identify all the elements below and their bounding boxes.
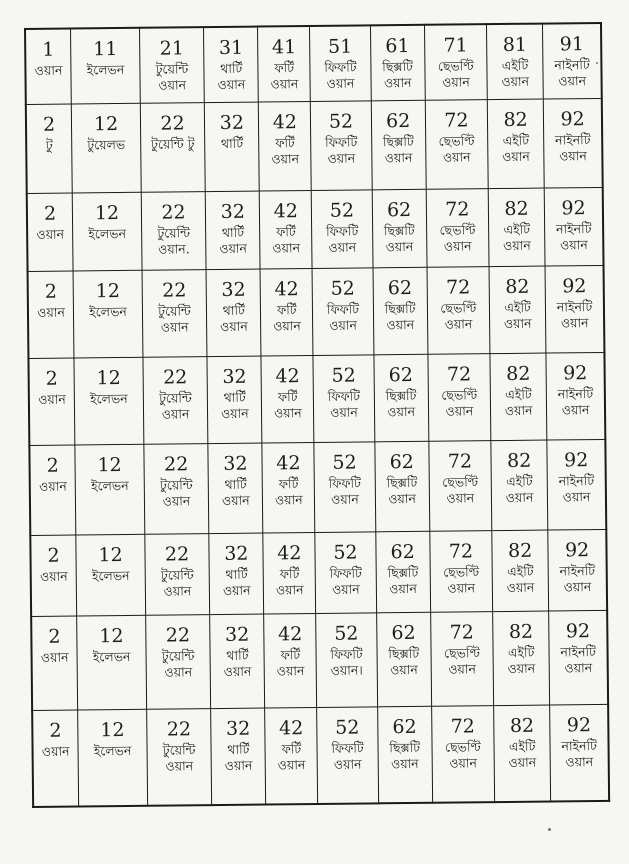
cell-word: নাইনটি ওয়ান (557, 386, 594, 418)
cell-number: 41 (271, 36, 297, 59)
cell-number: 71 (443, 34, 468, 57)
table-cell (429, 441, 492, 531)
cell-word: এইটি ওয়ান (505, 474, 534, 506)
table-cell (263, 532, 316, 614)
cell-word: ছেভণ্টি ওয়ান (438, 133, 475, 165)
table-cell (204, 27, 259, 103)
cell-word: টুয়েন্টি ওয়ান (159, 390, 192, 422)
table-cell (374, 354, 429, 442)
cell-number: 22 (166, 718, 192, 741)
cell-word: ফর্টি ওয়ান (273, 301, 301, 333)
table-cell (429, 531, 492, 613)
cell-number: 22 (164, 543, 190, 566)
cell-word: ছেভণ্টি ওয়ান (442, 474, 479, 507)
table-cell (258, 26, 311, 102)
cell-number: 82 (505, 275, 530, 298)
table-cell (209, 533, 264, 615)
cell-number: 32 (219, 111, 245, 134)
table-cell (431, 705, 494, 802)
cell-number: 42 (272, 110, 298, 134)
table-cell (550, 704, 609, 801)
cell-word: ছিক্সটি ওয়ান (384, 300, 416, 332)
cell-word: থার্টি ওয়ান (224, 741, 253, 773)
cell-word: থার্টি ওয়ান (221, 477, 250, 509)
cell-number: 12 (95, 279, 120, 302)
cell-number: 61 (385, 34, 410, 58)
cell-word: ওয়ান (40, 649, 69, 666)
cell-number: 82 (503, 108, 528, 131)
cell-number: 62 (390, 540, 415, 564)
table-cell (29, 445, 76, 535)
cell-number: 72 (450, 715, 475, 738)
cell-word: ফর্টি ওয়ান (274, 476, 303, 508)
cell-number: 62 (389, 451, 414, 474)
cell-word: নাইনটি ওয়ান (556, 298, 593, 330)
table-cell (206, 191, 261, 269)
table-cell (491, 440, 548, 530)
table-cell (78, 709, 148, 806)
cell-number: 62 (385, 109, 411, 132)
table-cell (28, 271, 75, 359)
table-row (30, 529, 607, 616)
table-cell (260, 268, 313, 356)
table-row (27, 188, 604, 271)
cell-number: 2 (45, 367, 58, 390)
cell-number: 92 (566, 713, 592, 737)
table-cell (28, 358, 75, 446)
table-cell (487, 24, 544, 100)
table-cell (27, 193, 74, 271)
cell-number: 82 (506, 450, 532, 473)
cell-number: 52 (330, 277, 355, 300)
cell-number: 52 (329, 199, 355, 223)
cell-word: ছেভণ্টি ওয়ান (440, 299, 477, 332)
table-cell (428, 354, 491, 442)
cell-number: 91 (559, 33, 585, 56)
cell-number: 12 (99, 625, 124, 648)
cell-number: 82 (507, 539, 533, 562)
cell-number: 62 (391, 622, 416, 645)
cell-number: 21 (159, 37, 184, 60)
cell-word: নাইনটি ওয়ান (561, 737, 597, 770)
table-cell (77, 616, 147, 710)
table-cell (430, 612, 493, 706)
table-cell (370, 25, 425, 101)
cell-number: 72 (448, 540, 474, 563)
cell-word: থার্টি (220, 135, 244, 151)
cell-word: ফর্টি ওয়ান (273, 389, 302, 421)
cell-number: 2 (49, 719, 62, 742)
cell-word: ইলেভন (93, 742, 132, 759)
table-cell (141, 192, 206, 270)
cell-number: 32 (220, 200, 245, 224)
cell-word: ওয়ান (36, 226, 65, 243)
cell-number: 72 (444, 109, 469, 132)
cell-number: 22 (161, 201, 186, 224)
cell-number: 72 (447, 450, 473, 474)
table-cell (140, 102, 205, 192)
table-cell (425, 99, 488, 189)
cell-number: 52 (333, 541, 358, 564)
cell-number: 72 (445, 275, 471, 299)
cell-word: এইটি ওয়ান (503, 299, 532, 331)
cell-word: ছেভণ্টি ওয়ান (443, 564, 480, 596)
cell-number: 11 (93, 38, 118, 61)
cell-word: এইটি ওয়ান (501, 57, 530, 90)
table-cell (492, 530, 549, 612)
cell-word: টুয়েন্টি ওয়ান (161, 648, 195, 680)
cell-word: ফিফটি ওয়ান। (330, 646, 363, 679)
table-cell (30, 535, 77, 617)
cell-word: টুয়েলভ (87, 136, 126, 153)
table-cell (75, 445, 145, 535)
cell-word: ওয়ান (39, 568, 68, 584)
table-cell (487, 99, 544, 189)
cell-word: ফিফটি ওয়ান (326, 301, 360, 333)
table-cell (544, 188, 603, 266)
table-cell (25, 29, 72, 105)
table-cell (76, 534, 145, 616)
cell-number: 52 (334, 622, 359, 646)
table-cell (493, 611, 550, 705)
cell-number: 2 (44, 280, 58, 303)
cell-number: 92 (565, 620, 591, 643)
cell-word: টুয়েন্টি টু (151, 135, 195, 152)
number-words-table (24, 22, 610, 808)
table-cell (32, 710, 79, 807)
table-row (26, 98, 603, 194)
cell-word: ছেভণ্টি ওয়ান (437, 58, 474, 90)
cell-number: 22 (162, 278, 187, 302)
cell-number: 62 (388, 363, 414, 387)
cell-word: ফিফটি ওয়ান (325, 134, 358, 166)
cell-number: 42 (277, 542, 302, 565)
table-cell (72, 103, 142, 193)
cell-number: 42 (273, 200, 298, 223)
cell-word: ইলেভন (90, 390, 128, 407)
cell-word: ছেভণ্টি ওয়ান (444, 739, 481, 771)
cell-number: 1 (42, 38, 55, 61)
cell-number: 52 (331, 364, 356, 387)
cell-number: 72 (446, 363, 472, 386)
cell-number: 2 (46, 455, 59, 478)
cell-word: ছেভণ্টি ওয়ান (439, 222, 476, 254)
cell-word: ফিফটি ওয়ান (329, 565, 362, 597)
table-row (28, 352, 605, 445)
cell-number: 2 (43, 202, 57, 226)
cell-word: থার্টি ওয়ান (217, 60, 246, 92)
cell-number: 82 (509, 714, 535, 737)
cell-word: থার্টি ওয়ান (220, 302, 248, 334)
table-cell (315, 532, 376, 614)
table-cell (427, 266, 490, 354)
cell-word: ফর্টি ওয়ান (272, 224, 301, 256)
table-cell (312, 267, 373, 355)
table-cell (206, 269, 261, 357)
table-cell (316, 613, 377, 707)
table-cell (207, 356, 262, 444)
cell-word: ফর্টি ওয়ান (271, 134, 300, 167)
cell-word: এইটি ওয়ান (502, 132, 530, 164)
table-cell (314, 442, 375, 532)
cell-number: 92 (563, 449, 589, 472)
cell-number: 72 (449, 621, 474, 644)
cell-number: 22 (163, 366, 188, 389)
table-cell (377, 706, 432, 803)
table-cell (543, 23, 602, 99)
cell-word: এইটি ওয়ান (504, 386, 533, 418)
cell-number: 52 (328, 110, 354, 133)
cell-word: ওয়ান (38, 391, 66, 407)
cell-word: ইলেভন (88, 226, 127, 242)
cell-word: এইটি ওয়ান (508, 738, 537, 770)
cell-word: টু (45, 137, 53, 153)
table-cell (205, 102, 260, 192)
cell-number: 62 (392, 715, 417, 739)
cell-number: 12 (93, 112, 119, 136)
cell-word: ছিক্সটি ওয়ান (383, 223, 415, 255)
cell-number: 12 (96, 366, 121, 390)
cell-word: টুয়েন্টি ওয়ান (159, 477, 193, 509)
cell-word: ছিক্সটি ওয়ান (382, 133, 414, 165)
table-cell (259, 101, 312, 191)
cell-number: 62 (386, 199, 412, 222)
table-cell (71, 28, 140, 104)
cell-word: টুয়েন্টি ওয়ান (155, 61, 189, 93)
cell-word: থার্টি ওয়ান (223, 647, 252, 680)
table-cell (312, 190, 373, 268)
table-cell (260, 191, 313, 269)
cell-number: 72 (445, 198, 470, 221)
cell-number: 12 (98, 543, 123, 567)
table-cell (31, 616, 78, 710)
cell-number: 42 (275, 365, 300, 388)
table-cell (494, 705, 551, 802)
cell-word: এইটি ওয়ান (503, 221, 531, 254)
cell-number: 32 (221, 278, 246, 301)
cell-number: 2 (42, 113, 56, 136)
cell-number: 22 (165, 624, 191, 647)
cell-number: 22 (160, 112, 185, 135)
table-cell (489, 266, 546, 354)
cell-word: ফর্টি ওয়ান (270, 60, 299, 92)
table-cell (74, 357, 144, 445)
cell-word: এইটি ওয়ান (507, 644, 536, 677)
cell-word: ইলেভন (90, 478, 129, 494)
table-cell (262, 443, 315, 533)
table-cell (261, 355, 314, 443)
cell-word: এইটি ওয়ান (506, 563, 535, 595)
cell-word: টুয়েন্টি ওয়ান (160, 567, 194, 599)
table-cell (264, 614, 317, 708)
cell-word: ওয়ান (41, 743, 70, 759)
table-cell (146, 708, 211, 805)
table-cell (317, 707, 378, 804)
cell-number: 52 (335, 716, 360, 739)
table-cell (549, 611, 608, 705)
table-cell (210, 614, 265, 708)
cell-number: 42 (278, 623, 303, 646)
table-cell (546, 352, 605, 440)
cell-number: 12 (97, 454, 122, 477)
cell-word: টুয়েন্টি ওয়ান (162, 742, 196, 774)
table-cell (371, 100, 426, 190)
cell-number: 92 (560, 107, 585, 131)
cell-word: ফর্টি ওয়ান (277, 740, 306, 773)
cell-word: ছিক্সটি ওয়ান (386, 475, 418, 507)
cell-number: 32 (224, 623, 250, 647)
cell-word: ইলেভন (91, 567, 130, 584)
cell-word: ছিক্সটি ওয়ান (389, 739, 421, 772)
table-cell (373, 267, 428, 355)
cell-word: ফিফটি ওয়ান (327, 388, 361, 420)
table-cell (143, 357, 208, 445)
table-cell (145, 533, 210, 615)
cell-number: 32 (223, 453, 248, 476)
table-cell (265, 707, 318, 804)
cell-word: ছিক্সটি ওয়ান (388, 646, 420, 678)
cell-number: 51 (327, 35, 353, 58)
cell-word: ওয়ান (34, 62, 63, 78)
cell-number: 2 (47, 544, 60, 567)
table-row (29, 440, 606, 536)
cell-word: ছিক্সটি ওয়ান (385, 387, 417, 420)
table-row (25, 23, 602, 104)
cell-word: নাইনটি ওয়ান (555, 221, 592, 253)
table-cell (426, 189, 489, 267)
cell-word: ফিফটি ওয়ান (331, 740, 364, 772)
table-cell (142, 269, 207, 357)
table-cell (144, 444, 209, 534)
number-words-sheet (24, 22, 610, 808)
table-cell (26, 104, 73, 194)
cell-word: ওয়ান (37, 304, 65, 320)
table-cell (72, 193, 141, 271)
cell-number: 2 (48, 625, 61, 649)
table-cell (311, 101, 372, 191)
cell-word: ফিফটি ওয়ান (328, 475, 361, 508)
cell-number: 52 (332, 451, 357, 475)
cell-word: ফর্টি ওয়ান (276, 647, 305, 679)
cell-number: 62 (387, 276, 413, 299)
table-cell (376, 613, 431, 707)
cell-word: ওয়ান (39, 478, 67, 495)
cell-word: নাইনটি ওয়ান (558, 473, 595, 505)
table-cell (73, 270, 143, 358)
cell-word: ছেভণ্টি ওয়ান (443, 645, 480, 677)
cell-word: থার্টি ওয়ান (220, 389, 249, 421)
cell-number: 22 (163, 453, 189, 476)
cell-word: ইলেভন (92, 649, 131, 665)
cell-number: 82 (504, 197, 529, 221)
cell-word: ছেভণ্টি ওয়ান (441, 387, 478, 419)
table-cell (313, 355, 374, 443)
table-cell (548, 529, 607, 611)
table-cell (488, 188, 545, 266)
cell-word: ছিক্সটি ওয়ান (387, 564, 419, 597)
cell-number: 92 (562, 274, 587, 297)
cell-number: 12 (94, 202, 120, 225)
cell-word: টুয়েন্টি ওয়ান (158, 302, 191, 335)
table-cell (208, 443, 263, 533)
cell-word: নাইনটি ওয়ান (554, 57, 590, 89)
table-cell (424, 24, 487, 100)
table-cell (139, 27, 204, 103)
table-cell (310, 25, 371, 101)
cell-number: 32 (222, 365, 247, 388)
cell-word: ইলেভন (86, 61, 125, 78)
cell-number: 32 (224, 542, 249, 565)
cell-word: নাইনটি ওয়ান (560, 644, 596, 676)
table-row (28, 265, 605, 358)
table-cell (490, 353, 547, 441)
paper-speck (548, 828, 551, 831)
cell-word: ফর্টি ওয়ান (275, 566, 304, 598)
table-row (31, 611, 608, 711)
cell-number: 92 (563, 362, 588, 385)
cell-word: ফিফটি ওয়ান (325, 223, 359, 256)
cell-number: 42 (276, 452, 301, 475)
paper-speck (596, 62, 598, 64)
table-cell (374, 442, 429, 532)
cell-number: 32 (225, 717, 251, 740)
cell-number: 12 (100, 718, 125, 742)
table-cell (146, 615, 211, 709)
table-row (32, 704, 609, 807)
cell-number: 92 (561, 197, 586, 220)
table-cell (543, 98, 602, 188)
table-cell (211, 708, 266, 805)
cell-number: 92 (564, 539, 590, 562)
cell-number: 42 (278, 716, 304, 740)
cell-word: থার্টি ওয়ান (222, 566, 251, 598)
table-cell (545, 265, 604, 353)
cell-word: ইলেভন (89, 303, 127, 319)
cell-number: 42 (274, 277, 299, 300)
cell-word: নাইনটি ওয়ান (555, 131, 591, 164)
table-cell (547, 440, 606, 530)
cell-number: 82 (506, 362, 531, 385)
cell-word: নাইনটি ওয়ান (559, 562, 596, 595)
cell-number: 81 (502, 33, 528, 56)
cell-word: ছিক্সটি ওয়ান (382, 58, 414, 91)
cell-number: 82 (508, 620, 534, 644)
cell-number: 31 (218, 36, 244, 59)
table-cell (375, 531, 430, 613)
cell-word: টুয়েন্টি ওয়ান. (157, 225, 191, 257)
cell-word: থার্টি ওয়ান (219, 224, 248, 257)
table-cell (372, 190, 427, 268)
cell-word: ফিফটি ওয়ান (324, 59, 357, 91)
